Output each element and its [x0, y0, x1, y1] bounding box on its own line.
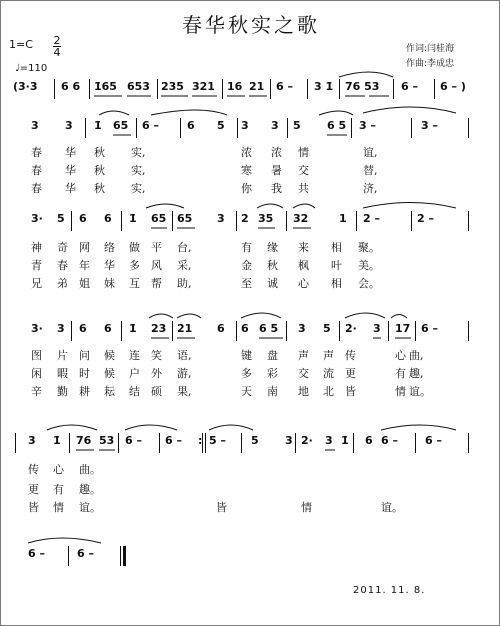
lyric-char: 结: [129, 385, 140, 398]
lyric-char: 有: [395, 367, 406, 380]
note-group: 6 5: [259, 322, 279, 335]
note: 1̇: [129, 212, 137, 225]
note: 5: [57, 212, 65, 225]
note-group: 6 –: [77, 547, 94, 560]
lyric-char: 更: [28, 483, 39, 496]
lyric-char: 心: [395, 349, 406, 362]
note-group: (3·3: [13, 80, 38, 93]
lyric-char: 果,: [177, 385, 192, 398]
note-group: 23: [151, 322, 167, 335]
slur: [381, 425, 456, 430]
lyric-char: 皆: [216, 501, 227, 514]
lyric-char: 年: [79, 259, 90, 272]
note-group: 6 –: [276, 80, 293, 93]
note: 6: [79, 322, 87, 335]
note-group: 6 –: [421, 322, 438, 335]
note-group: 6 –: [165, 434, 182, 447]
note: 3: [298, 322, 306, 335]
lyric-char: 声: [323, 349, 334, 362]
lyric-char: 笑: [151, 349, 162, 362]
lyric-char: 心: [298, 277, 309, 290]
lyric-char: 彩: [267, 367, 278, 380]
lyric-char: 帮: [151, 277, 162, 290]
lyric-char: 问: [79, 349, 90, 362]
lyric-char: 聚。: [358, 241, 380, 254]
note-group: 6 –: [401, 80, 418, 93]
lyric-char: 声: [298, 349, 309, 362]
slur: [293, 204, 315, 208]
lyric-char: 语,: [177, 349, 192, 362]
repeat-sign: :: [198, 434, 203, 447]
note: 5: [293, 119, 301, 132]
lyric-char: 耘: [104, 385, 115, 398]
lyric-char: 相: [331, 241, 342, 254]
note-group: 5 –: [209, 434, 226, 447]
note: 1̇: [129, 322, 137, 335]
note: 3: [373, 322, 381, 335]
lyric-char: 秋: [267, 259, 278, 272]
lyric-char: 情: [53, 501, 64, 514]
lyric-char: 络: [104, 241, 115, 254]
note: 6: [104, 212, 112, 225]
lyric-char: 时: [79, 367, 90, 380]
note: 3: [271, 119, 279, 132]
slur: [319, 111, 353, 115]
lyric-char: 谊。: [409, 385, 431, 398]
note-group: 6 –: [28, 547, 45, 560]
lyric-char: 春: [57, 259, 68, 272]
note: 6: [79, 212, 87, 225]
lyric-char: 谊,: [363, 146, 378, 159]
lyric-char: 神: [31, 241, 42, 254]
lyric-char: 弟: [57, 277, 68, 290]
key-signature: 1=C: [9, 38, 33, 51]
lyric-char: 济,: [363, 182, 378, 195]
lyric-char: 暇: [57, 367, 68, 380]
note-group: 6 –: [425, 434, 442, 447]
lyric-char: 浓: [271, 146, 282, 159]
note-group: 6 – ): [440, 80, 466, 93]
slur: [345, 313, 385, 318]
note-group: 2 –: [363, 212, 380, 225]
lyric-char: 有: [241, 241, 252, 254]
lyric-char: 风: [151, 259, 162, 272]
note-group: 6 –: [381, 434, 398, 447]
slur: [391, 315, 407, 319]
lyric-char: 秋: [94, 164, 105, 177]
date-stamp: 2011. 11. 8.: [353, 585, 426, 596]
lyric-char: 交: [298, 367, 309, 380]
slur: [28, 538, 101, 543]
lyric-char: 流: [323, 367, 334, 380]
lyric-char: 谊。: [79, 501, 101, 514]
note-group: 6 5: [327, 119, 347, 132]
note: 3·: [31, 212, 43, 225]
lyric-char: 趣。: [79, 483, 101, 496]
lyric-char: 枫: [298, 259, 309, 272]
note: 6: [241, 322, 249, 335]
lyric-char: 金: [241, 259, 252, 272]
note: 6: [365, 434, 373, 447]
slur: [177, 314, 201, 318]
note: 3: [65, 119, 73, 132]
lyric-char: 外: [151, 367, 162, 380]
lyric-char: 妹: [104, 277, 115, 290]
underlines: [76, 96, 411, 450]
note: 3: [241, 119, 249, 132]
lyric-char: 至: [241, 277, 252, 290]
note-group: 653: [127, 80, 150, 93]
slur: [125, 425, 177, 430]
lyric-char: 寒: [241, 164, 252, 177]
lyric-char: 心: [53, 463, 64, 476]
lyric-char: 相: [331, 277, 342, 290]
lyric-char: 华: [65, 164, 76, 177]
slur: [363, 203, 456, 209]
lyric-char: 辛: [31, 385, 42, 398]
note-group: 321: [192, 80, 215, 93]
note: 3: [31, 119, 39, 132]
lyric-char: 青: [31, 259, 42, 272]
lyric-char: 天: [241, 385, 252, 398]
lyric-char: 南: [267, 385, 278, 398]
note-group: 235: [161, 80, 184, 93]
lyric-char: 采,: [177, 259, 192, 272]
note-group: 3 –: [359, 119, 376, 132]
lyric-char: 春: [31, 182, 42, 195]
lyric-char: 助,: [177, 277, 192, 290]
lyric-char: 替,: [363, 164, 378, 177]
note-group: 16: [227, 80, 243, 93]
song-title: 春华秋实之歌: [182, 13, 320, 37]
note-group: 35: [258, 212, 274, 225]
note: 5: [217, 119, 225, 132]
lyric-char: 暑: [271, 164, 282, 177]
note-group: 76 53: [345, 80, 380, 93]
lyric-char: 盘: [267, 349, 278, 362]
lyric-char: 谊。: [381, 501, 403, 514]
lyric-char: 缘: [267, 241, 278, 254]
lyric-char: 姐: [79, 277, 90, 290]
note: 5: [251, 434, 259, 447]
lyric-char: 实,: [131, 182, 146, 195]
lyric-char: 实,: [131, 146, 146, 159]
note: 2: [241, 212, 249, 225]
note: 6: [187, 119, 195, 132]
note-group: 32: [293, 212, 309, 225]
lyric-char: 游,: [177, 367, 192, 380]
lyric-char: 交: [298, 164, 309, 177]
lyric-char: 共: [298, 182, 309, 195]
lyric-char: 候: [104, 349, 115, 362]
lyric-char: 你: [241, 182, 252, 195]
lyric-char: 来: [298, 241, 309, 254]
lyric-char: 皆: [345, 385, 356, 398]
lyric-char: 浓: [241, 146, 252, 159]
note: 3: [285, 434, 293, 447]
note-group: 21: [177, 322, 193, 335]
lyric-char: 华: [104, 259, 115, 272]
lyric-char: 平: [151, 241, 162, 254]
lyric-char: 情: [298, 146, 309, 159]
slur: [149, 314, 173, 318]
lyric-char: 春: [31, 164, 42, 177]
slur: [99, 111, 129, 115]
note: 3: [217, 212, 225, 225]
lyric-char: 会。: [358, 277, 380, 290]
lyric-char: 北: [323, 385, 334, 398]
note-group: 3 –: [421, 119, 438, 132]
note: 1̇: [341, 434, 349, 447]
note: 5: [323, 322, 331, 335]
lyric-char: 硕: [151, 385, 162, 398]
lyric-char: 情: [395, 385, 406, 398]
lyric-char: 兄: [31, 277, 42, 290]
slur: [339, 72, 393, 77]
note: 1̇: [94, 119, 102, 132]
lyric-char: 多: [129, 259, 140, 272]
note-group: 6 –: [142, 119, 159, 132]
lyric-char: 叶: [331, 259, 342, 272]
lyric-char: 台,: [177, 241, 192, 254]
lyric-char: 地: [298, 385, 309, 398]
lyric-char: 实,: [131, 164, 146, 177]
time-sig-top: 2: [53, 34, 61, 47]
note: 1̇: [53, 434, 61, 447]
note-group: 17: [395, 322, 411, 335]
note-group: 76: [76, 434, 92, 447]
note-group: 65: [151, 212, 167, 225]
lyric-char: 华: [65, 146, 76, 159]
lyric-char: 耕: [79, 385, 90, 398]
lyric-char: 春: [31, 146, 42, 159]
lyric-char: 诚: [267, 277, 278, 290]
lyric-char: 有: [53, 483, 64, 496]
lyric-char: 连: [129, 349, 140, 362]
note: 2·: [345, 322, 357, 335]
lyric-char: 曲。: [79, 463, 101, 476]
lyric-char: 户: [129, 367, 140, 380]
note-group: 65: [177, 212, 193, 225]
slur: [209, 425, 253, 430]
note-group: 3 1̇: [314, 80, 334, 93]
tempo-marking: ♩=110: [15, 63, 48, 74]
lyric-char: 闲: [31, 367, 42, 380]
slur: [257, 204, 283, 208]
lyric-char: 传: [345, 349, 356, 362]
time-sig-bottom: 4: [53, 46, 61, 59]
slur-overlay: [1, 1, 500, 626]
lyric-char: 情: [301, 501, 312, 514]
lyric-char: 更: [345, 367, 356, 380]
note-group: 21: [249, 80, 265, 93]
note-group: 2 –: [417, 212, 434, 225]
lyric-char: 多: [241, 367, 252, 380]
lyric-char: 键: [241, 349, 252, 362]
composer-credit: 作曲:李成忠: [406, 59, 455, 69]
note-group: 6 –: [125, 434, 142, 447]
note: 3: [325, 434, 333, 447]
lyric-char: 皆: [28, 501, 39, 514]
slur: [241, 313, 281, 318]
note-group: 1̇65: [94, 80, 117, 93]
note: 6: [104, 322, 112, 335]
lyric-char: 曲,: [409, 349, 424, 362]
slur: [363, 107, 456, 113]
lyric-char: 华: [65, 182, 76, 195]
slur: [146, 204, 184, 208]
note: 1: [339, 212, 347, 225]
slur: [151, 110, 227, 115]
lyric-char: 图: [31, 349, 42, 362]
lyric-char: 片: [57, 349, 68, 362]
note-group: 65: [113, 119, 129, 132]
lyric-char: 秋: [94, 182, 105, 195]
lyric-char: 奇: [57, 241, 68, 254]
lyric-char: 传: [28, 463, 39, 476]
lyric-char: 候: [104, 367, 115, 380]
slur: [47, 425, 97, 430]
lyric-char: 趣,: [409, 367, 424, 380]
note-group: 6 6: [61, 80, 81, 93]
lyric-char: 我: [271, 182, 282, 195]
lyric-char: 做: [129, 241, 140, 254]
lyric-char: 网: [79, 241, 90, 254]
note: 3: [28, 434, 36, 447]
note: 3: [57, 322, 65, 335]
lyric-char: 秋: [94, 146, 105, 159]
note: 6: [217, 322, 225, 335]
note-group: 53: [99, 434, 115, 447]
lyricist-credit: 作词:闫桂海: [406, 44, 455, 54]
note: 2·: [301, 434, 313, 447]
lyric-char: 勤: [57, 385, 68, 398]
note: 3·: [31, 322, 43, 335]
lyric-char: 美。: [358, 259, 380, 272]
lyric-char: 互: [129, 277, 140, 290]
